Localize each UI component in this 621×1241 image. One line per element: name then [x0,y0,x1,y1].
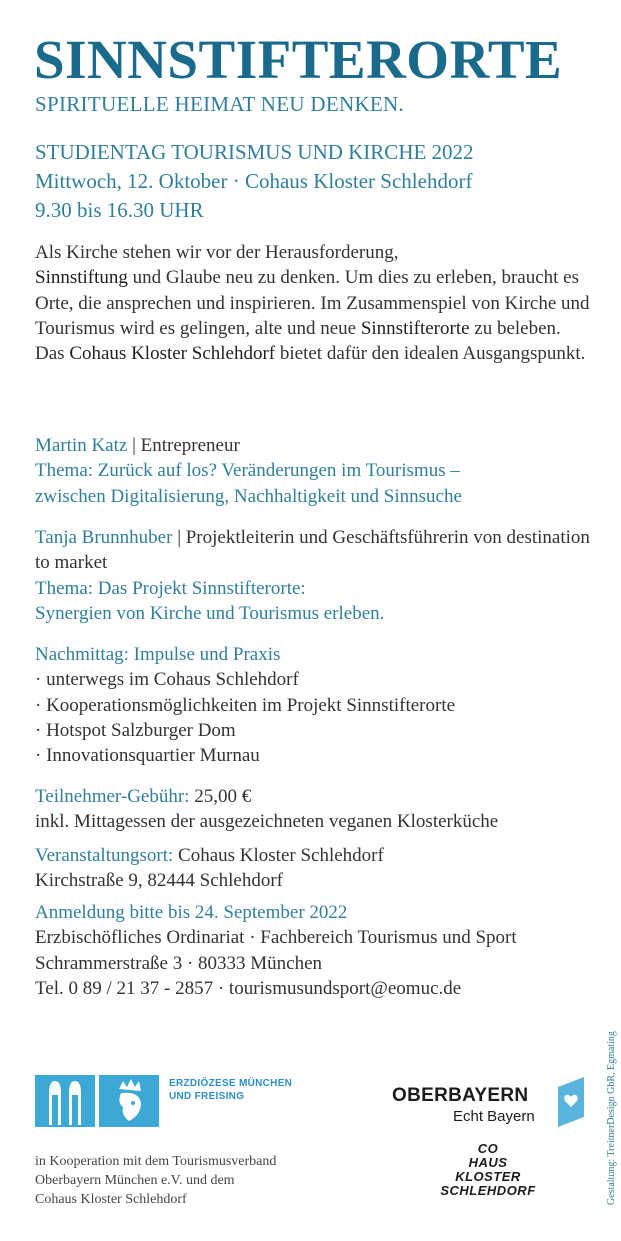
intro-emph-sinnstifterorte: Sinnstifterorte [360,317,470,339]
list-item: · Hotspot Salzburger Dom [35,719,236,741]
cohaus-line: CO [477,1141,499,1156]
speaker-topic: Synergien von Kirche und Tourismus erleben. [35,602,385,624]
registration-line: Erzbischöfliches Ordinariat · Fachbereich Tourismus und Sport [35,927,517,949]
intro-emph-sinnstiftung: Sinnstiftung [35,267,128,289]
registration-block [35,900,605,1001]
event-name: STUDIENTAG TOURISMUS UND KIRCHE 2022 [35,140,474,164]
intro-text: zu beleben. [469,317,561,339]
event-time: 9.30 bis 16.30 UHR [35,198,204,222]
coop-line: Oberbayern München e.V. und dem [35,1173,235,1188]
speaker-topic: Thema: Das Projekt Sinnstifterorte: [35,577,306,599]
list-item: · unterwegs im Cohaus Schlehdorf [35,669,299,691]
cooperation-note [35,1152,335,1209]
speaker-block [35,525,605,626]
registration-line: Schrammerstraße 3 · 80333 München [35,952,323,974]
moor-crest-icon [99,1075,159,1127]
oberbayern-heart-icon [556,1077,586,1127]
event-date-place: Mittwoch, 12. Oktober · Cohaus Kloster Schlehdorf [35,169,473,193]
speaker-topic: Thema: Zurück auf los? Veränderungen im Tourismus – [35,460,460,482]
speaker-role: | Entrepreneur [132,435,240,456]
page-subtitle: SPIRITUELLE HEIMAT NEU DENKEN. [35,92,405,116]
registration-contact[interactable]: Tel. 0 89 / 21 37 - 2857 · tourismusundsport@eomuc.de [35,977,462,999]
intro-paragraph [35,240,595,366]
cohaus-line: KLOSTER [455,1169,521,1184]
oberbayern-name: OBERBAYERN [392,1085,529,1106]
fee-note: inkl. Mittagessen der ausgezeichneten veganen Klosterküche [35,811,499,833]
fee-block [35,784,605,835]
venue-name: Cohaus Kloster Schlehdorf [173,845,384,866]
list-item: · Kooperationsmöglichkeiten im Projekt Sinnstifterorte [35,694,456,716]
intro-text: bietet dafür den idealen Ausgangspunkt. [275,343,586,365]
speaker-block [35,433,605,509]
erz-line: UND FREISING [169,1091,245,1102]
coop-line: Cohaus Kloster Schlehdorf [35,1192,187,1207]
intro-text: und Glaube neu zu denken. Um dies zu erleben, braucht es Orte, die ansprechen und inspirieren. Im Zusammenspiel von Kirche und Tourismus wird es gelingen, alte und neue [35,267,590,339]
speaker-name: Tanja Brunnhuber [35,527,173,548]
venue-address: Kirchstraße 9, 82444 Schlehdorf [35,870,283,892]
fee-label: Teilnehmer-Gebühr: [35,786,190,807]
erzdioezese-name [169,1077,292,1103]
page-title: SINNSTIFTERORTE [34,29,563,90]
speaker-name: Martin Katz [35,435,128,456]
registration-heading: Anmeldung bitte bis 24. September 2022 [35,902,348,923]
cohaus-line: HAUS [468,1155,508,1170]
erz-line: ERZDIÖZESE MÜNCHEN [169,1078,293,1089]
afternoon-heading: Nachmittag: Impulse und Praxis [35,644,281,665]
intro-text: Das [35,343,70,365]
design-credit: Gestaltung: TreitnerDesign GbR, Egmating [606,1031,617,1205]
cohaus-line: SCHLEHDORF [440,1183,536,1198]
list-item: · Innovationsquartier Murnau [35,745,260,767]
frauenkirche-icon [35,1075,95,1127]
speaker-topic: zwischen Digitalisierung, Nachhaltigkeit und Sinnsuche [35,485,462,507]
oberbayern-logo [392,1077,592,1137]
afternoon-block [35,642,605,768]
oberbayern-tagline: Echt Bayern [453,1108,535,1125]
intro-emph-cohaus: Cohaus Kloster Schlehdorf [69,343,276,365]
intro-text: Als Kirche stehen wir vor der Herausforderung, [35,242,399,263]
fee-amount: 25,00 € [189,786,252,807]
erzdioezese-logo [35,1075,335,1135]
venue-label: Veranstaltungsort: [35,845,174,866]
speaker-role: | Projektleiterin und Geschäftsführerin von destination to market [35,527,590,574]
cohaus-logo [428,1142,548,1198]
coop-line: in Kooperation mit dem Tourismusverband [35,1154,277,1169]
venue-block [35,843,605,894]
